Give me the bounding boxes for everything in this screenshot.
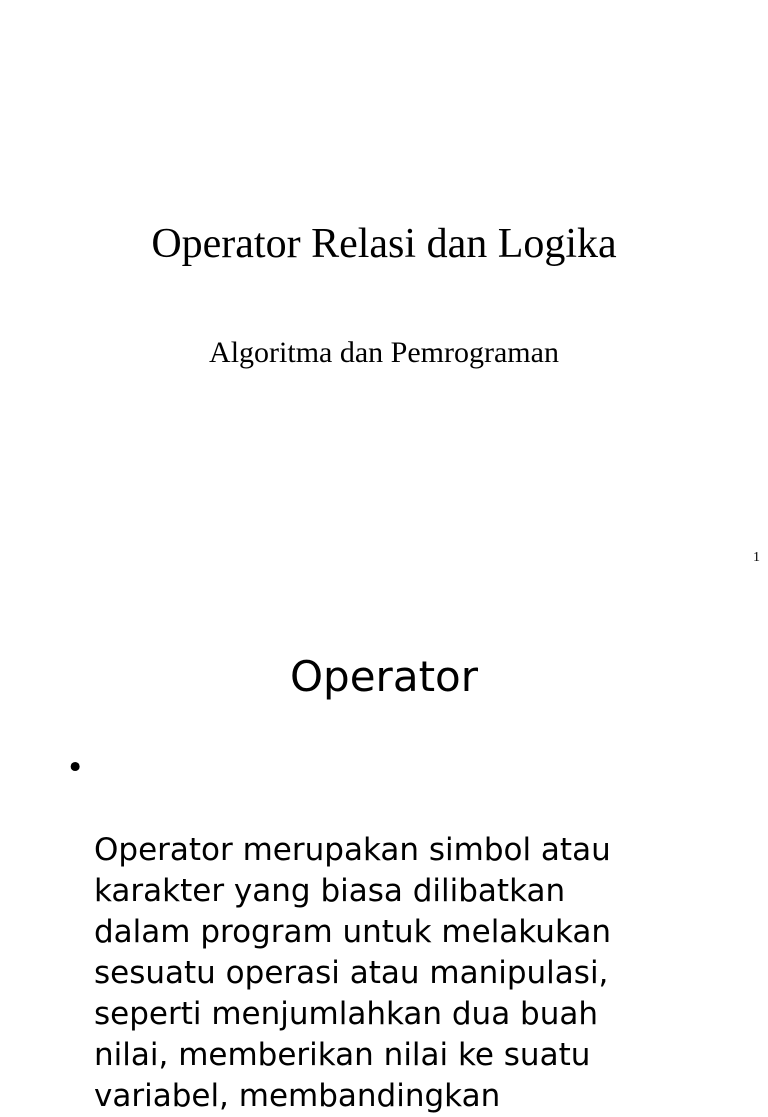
bullet-item [0, 748, 684, 1117]
bullet-dot-icon: • [66, 750, 85, 786]
slide-1-title: Operator Relasi dan Logika [151, 221, 617, 267]
page-number: 1 [753, 550, 760, 565]
bullet-text: Operator merupakan simbol atau karakter yang biasa dilibatkan dalam program untuk melakukan sesuatu operasi atau manipulasi, seperti menjumlahkan dua buah nilai, memberikan nilai ke suatu variabel, membandingkan [94, 832, 611, 1114]
slide-1-subtitle: Algoritma dan Pemrograman [209, 336, 559, 369]
slide-2 [0, 576, 768, 1114]
slide-2-title: Operator [290, 652, 478, 701]
bullet-list [0, 748, 768, 1117]
